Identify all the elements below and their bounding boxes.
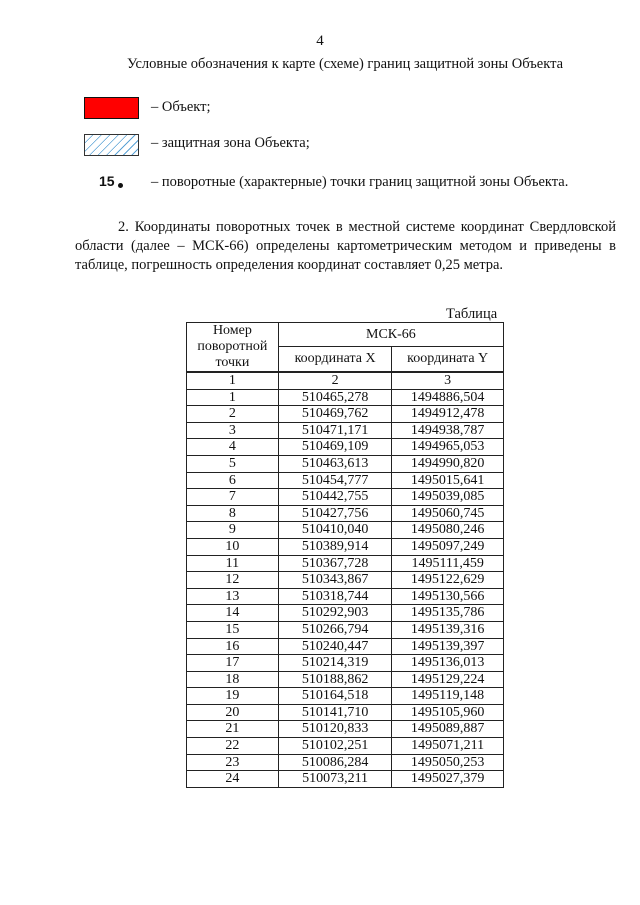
coordinate-y-cell: 1495135,786 [392,605,504,622]
table-row [187,754,504,771]
table-row [187,439,504,456]
table-row [187,621,504,638]
protective-zone-legend-swatch [84,134,139,156]
coordinate-x-cell: 510389,914 [278,538,392,555]
table-row [187,422,504,439]
coordinate-y-cell: 1495129,224 [392,671,504,688]
coordinate-x-cell: 510463,613 [278,455,392,472]
coordinate-x-cell: 510410,040 [278,522,392,539]
point-number-cell: 4 [187,439,279,456]
coordinate-x-cell: 510465,278 [278,389,392,406]
coordinate-y-cell: 1495071,211 [392,738,504,755]
table-row [187,771,504,788]
coordinate-y-cell: 1495136,013 [392,655,504,672]
point-number-cell: 8 [187,505,279,522]
coordinate-x-cell: 510454,777 [278,472,392,489]
coordinate-y-cell: 1494965,053 [392,439,504,456]
coordinate-x-cell: 510120,833 [278,721,392,738]
coordinates-table [186,322,504,788]
coordinate-y-cell: 1495097,249 [392,538,504,555]
table-row [187,605,504,622]
legend-points-label: – поворотные (характерные) точки границ защитной зоны Объекта. [151,174,569,190]
coordinate-x-cell: 510266,794 [278,621,392,638]
coordinate-x-cell: 510471,171 [278,422,392,439]
header-point-number: Номер поворотной точки [187,323,279,373]
table-row [187,638,504,655]
table-row [187,704,504,721]
table-row [187,671,504,688]
point-number-cell: 17 [187,655,279,672]
legend-zone-label: – защитная зона Объекта; [151,135,310,151]
point-number-cell: 15 [187,621,279,638]
coordinate-y-cell: 1494938,787 [392,422,504,439]
coordinate-y-cell: 1494990,820 [392,455,504,472]
coordinate-x-cell: 510469,109 [278,439,392,456]
coordinate-y-cell: 1494912,478 [392,406,504,423]
table-row [187,738,504,755]
point-number-cell: 18 [187,671,279,688]
coordinate-x-cell: 510318,744 [278,588,392,605]
table-row [187,389,504,406]
table-row [187,505,504,522]
turning-point-marker: 15 [99,173,115,189]
coordinate-x-cell: 510188,862 [278,671,392,688]
coordinate-y-cell: 1494886,504 [392,389,504,406]
coordinate-y-cell: 1495139,316 [392,621,504,638]
point-number-cell: 1 [187,389,279,406]
point-number-cell: 2 [187,406,279,423]
point-number-cell: 24 [187,771,279,788]
point-number-cell: 10 [187,538,279,555]
coordinates-table-body [187,372,504,787]
table-row [187,688,504,705]
coordinate-x-cell: 510141,710 [278,704,392,721]
point-number-cell: 23 [187,754,279,771]
column-number: 1 [187,372,279,389]
coordinate-y-cell: 1495089,887 [392,721,504,738]
point-number-cell: 14 [187,605,279,622]
coordinate-x-cell: 510214,319 [278,655,392,672]
coordinate-x-cell: 510442,755 [278,489,392,506]
point-number-cell: 21 [187,721,279,738]
table-row [187,572,504,589]
coordinate-y-cell: 1495015,641 [392,472,504,489]
point-number-cell: 12 [187,572,279,589]
point-number-cell: 13 [187,588,279,605]
coordinate-y-cell: 1495139,397 [392,638,504,655]
header-coordinate-x: координата X [278,347,392,372]
coordinate-x-cell: 510086,284 [278,754,392,771]
table-row [187,522,504,539]
column-number-row [187,372,504,389]
coordinate-y-cell: 1495119,148 [392,688,504,705]
object-legend-swatch [84,97,139,119]
table-row [187,555,504,572]
table-row [187,538,504,555]
column-number: 3 [392,372,504,389]
table-row [187,472,504,489]
header-coordinate-y: координата Y [392,347,504,372]
legend-object-label: – Объект; [151,99,211,115]
point-number-cell: 7 [187,489,279,506]
coordinate-y-cell: 1495122,629 [392,572,504,589]
coordinate-x-cell: 510292,903 [278,605,392,622]
table-row [187,588,504,605]
coordinate-x-cell: 510469,762 [278,406,392,423]
table-row [187,489,504,506]
column-number: 2 [278,372,392,389]
point-number-cell: 22 [187,738,279,755]
point-number-cell: 11 [187,555,279,572]
coordinate-x-cell: 510073,211 [278,771,392,788]
coordinate-y-cell: 1495111,459 [392,555,504,572]
point-number-cell: 3 [187,422,279,439]
table-caption: Таблица [446,306,498,322]
turning-point-dot-icon [118,183,123,188]
coordinate-y-cell: 1495080,246 [392,522,504,539]
table-row [187,406,504,423]
coordinate-x-cell: 510240,447 [278,638,392,655]
coordinates-paragraph: 2. Координаты поворотных точек в местной системе координат Свердловской области (далее – МСК-66) определены картометрическим методом и приведены в таблице, погрешность определения координат составляет 0,25 метра. [75,219,616,273]
coordinate-y-cell: 1495039,085 [392,489,504,506]
table-row [187,721,504,738]
table-row [187,655,504,672]
page-title: Условные обозначения к карте (схеме) границ защитной зоны Объекта [126,56,564,72]
coordinate-y-cell: 1495050,253 [392,754,504,771]
coordinate-y-cell: 1495027,379 [392,771,504,788]
coordinate-x-cell: 510427,756 [278,505,392,522]
point-number-cell: 20 [187,704,279,721]
point-number-cell: 19 [187,688,279,705]
coordinate-x-cell: 510102,251 [278,738,392,755]
point-number-cell: 16 [187,638,279,655]
point-number-cell: 5 [187,455,279,472]
coordinate-y-cell: 1495105,960 [392,704,504,721]
point-number-cell: 9 [187,522,279,539]
coordinate-x-cell: 510343,867 [278,572,392,589]
coordinate-y-cell: 1495060,745 [392,505,504,522]
header-coordinate-system: МСК-66 [278,323,503,347]
page-number: 4 [316,33,324,49]
coordinate-x-cell: 510164,518 [278,688,392,705]
coordinate-x-cell: 510367,728 [278,555,392,572]
point-number-cell: 6 [187,472,279,489]
coordinate-y-cell: 1495130,566 [392,588,504,605]
table-row [187,455,504,472]
